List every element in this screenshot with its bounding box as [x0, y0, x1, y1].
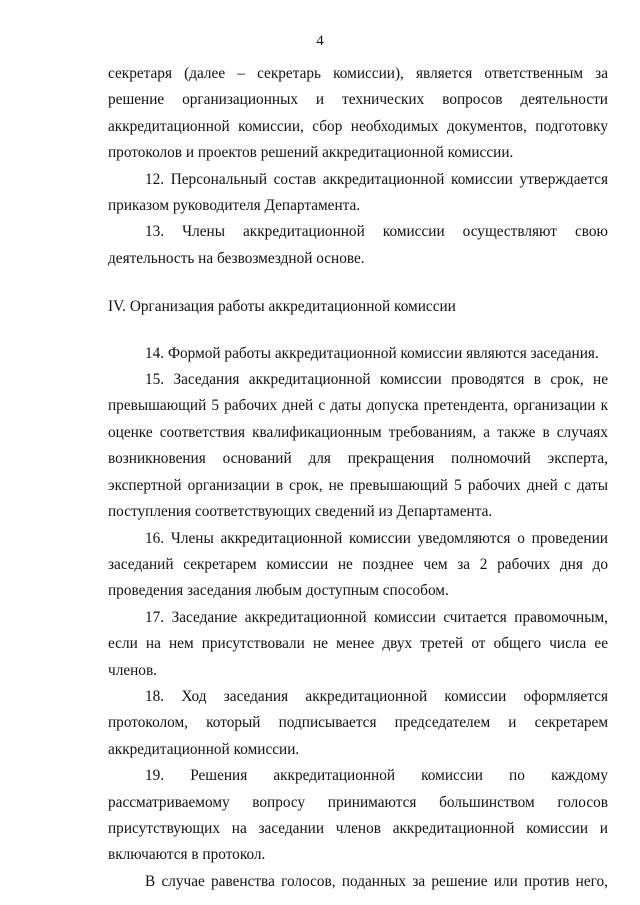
section-heading-iv: IV. Организация работы аккредитационной комиссии [108, 298, 456, 316]
document-body [108, 61, 608, 895]
page-number: 4 [316, 33, 324, 49]
paragraph-19: 19. Решения аккредитационной комиссии по каждому рассматриваемому вопросу принимаются большинством голосов присутствующих на заседании членов аккредитационной комиссии и включаются в протокол. [108, 767, 608, 864]
paragraph-16: 16. Члены аккредитационной комиссии уведомляются о проведении заседаний секретарем комиссии не позднее чем за 2 рабочих дня до проведения заседания любым доступным способом. [108, 529, 608, 600]
paragraph-14: 14. Формой работы аккредитационной комиссии являются заседания. [145, 344, 599, 362]
paragraph-17: 17. Заседание аккредитационной комиссии считается правомочным, если на нем присутствовали не менее двух третей от общего числа ее членов. [108, 608, 608, 679]
paragraph-18: 18. Ход заседания аккредитационной комиссии оформляется протоколом, который подписывается председателем и секретарем аккредитационной комиссии. [108, 687, 608, 758]
paragraph-12: 12. Персональный состав аккредитационной комиссии утверждается приказом руководителя Департамента. [108, 170, 608, 215]
paragraph-tie-vote: В случае равенства голосов, поданных за решение или против него, [145, 872, 608, 890]
paragraph-13: 13. Члены аккредитационной комиссии осуществляют свою деятельность на безвозмездной основе. [108, 223, 608, 267]
paragraph-continuation: секретаря (далее – секретарь комиссии), является ответственным за решение организационных и технических вопросов деятельности аккредитационной комиссии, сбор необходимых документов, подготовку протоколов и проектов решений аккредитационной комиссии. [108, 65, 608, 162]
paragraph-15: 15. Заседания аккредитационной комиссии проводятся в срок, не превышающий 5 рабочих дней с даты допуска претендента, организации к оценке соответствия квалификационным требованиям, а также в случаях возникновения оснований для прекращения полномочий эксперта, экспертной организации в срок, не превышающий 5 рабочих дней с даты поступления соответствующих сведений из Департамента. [108, 371, 608, 521]
